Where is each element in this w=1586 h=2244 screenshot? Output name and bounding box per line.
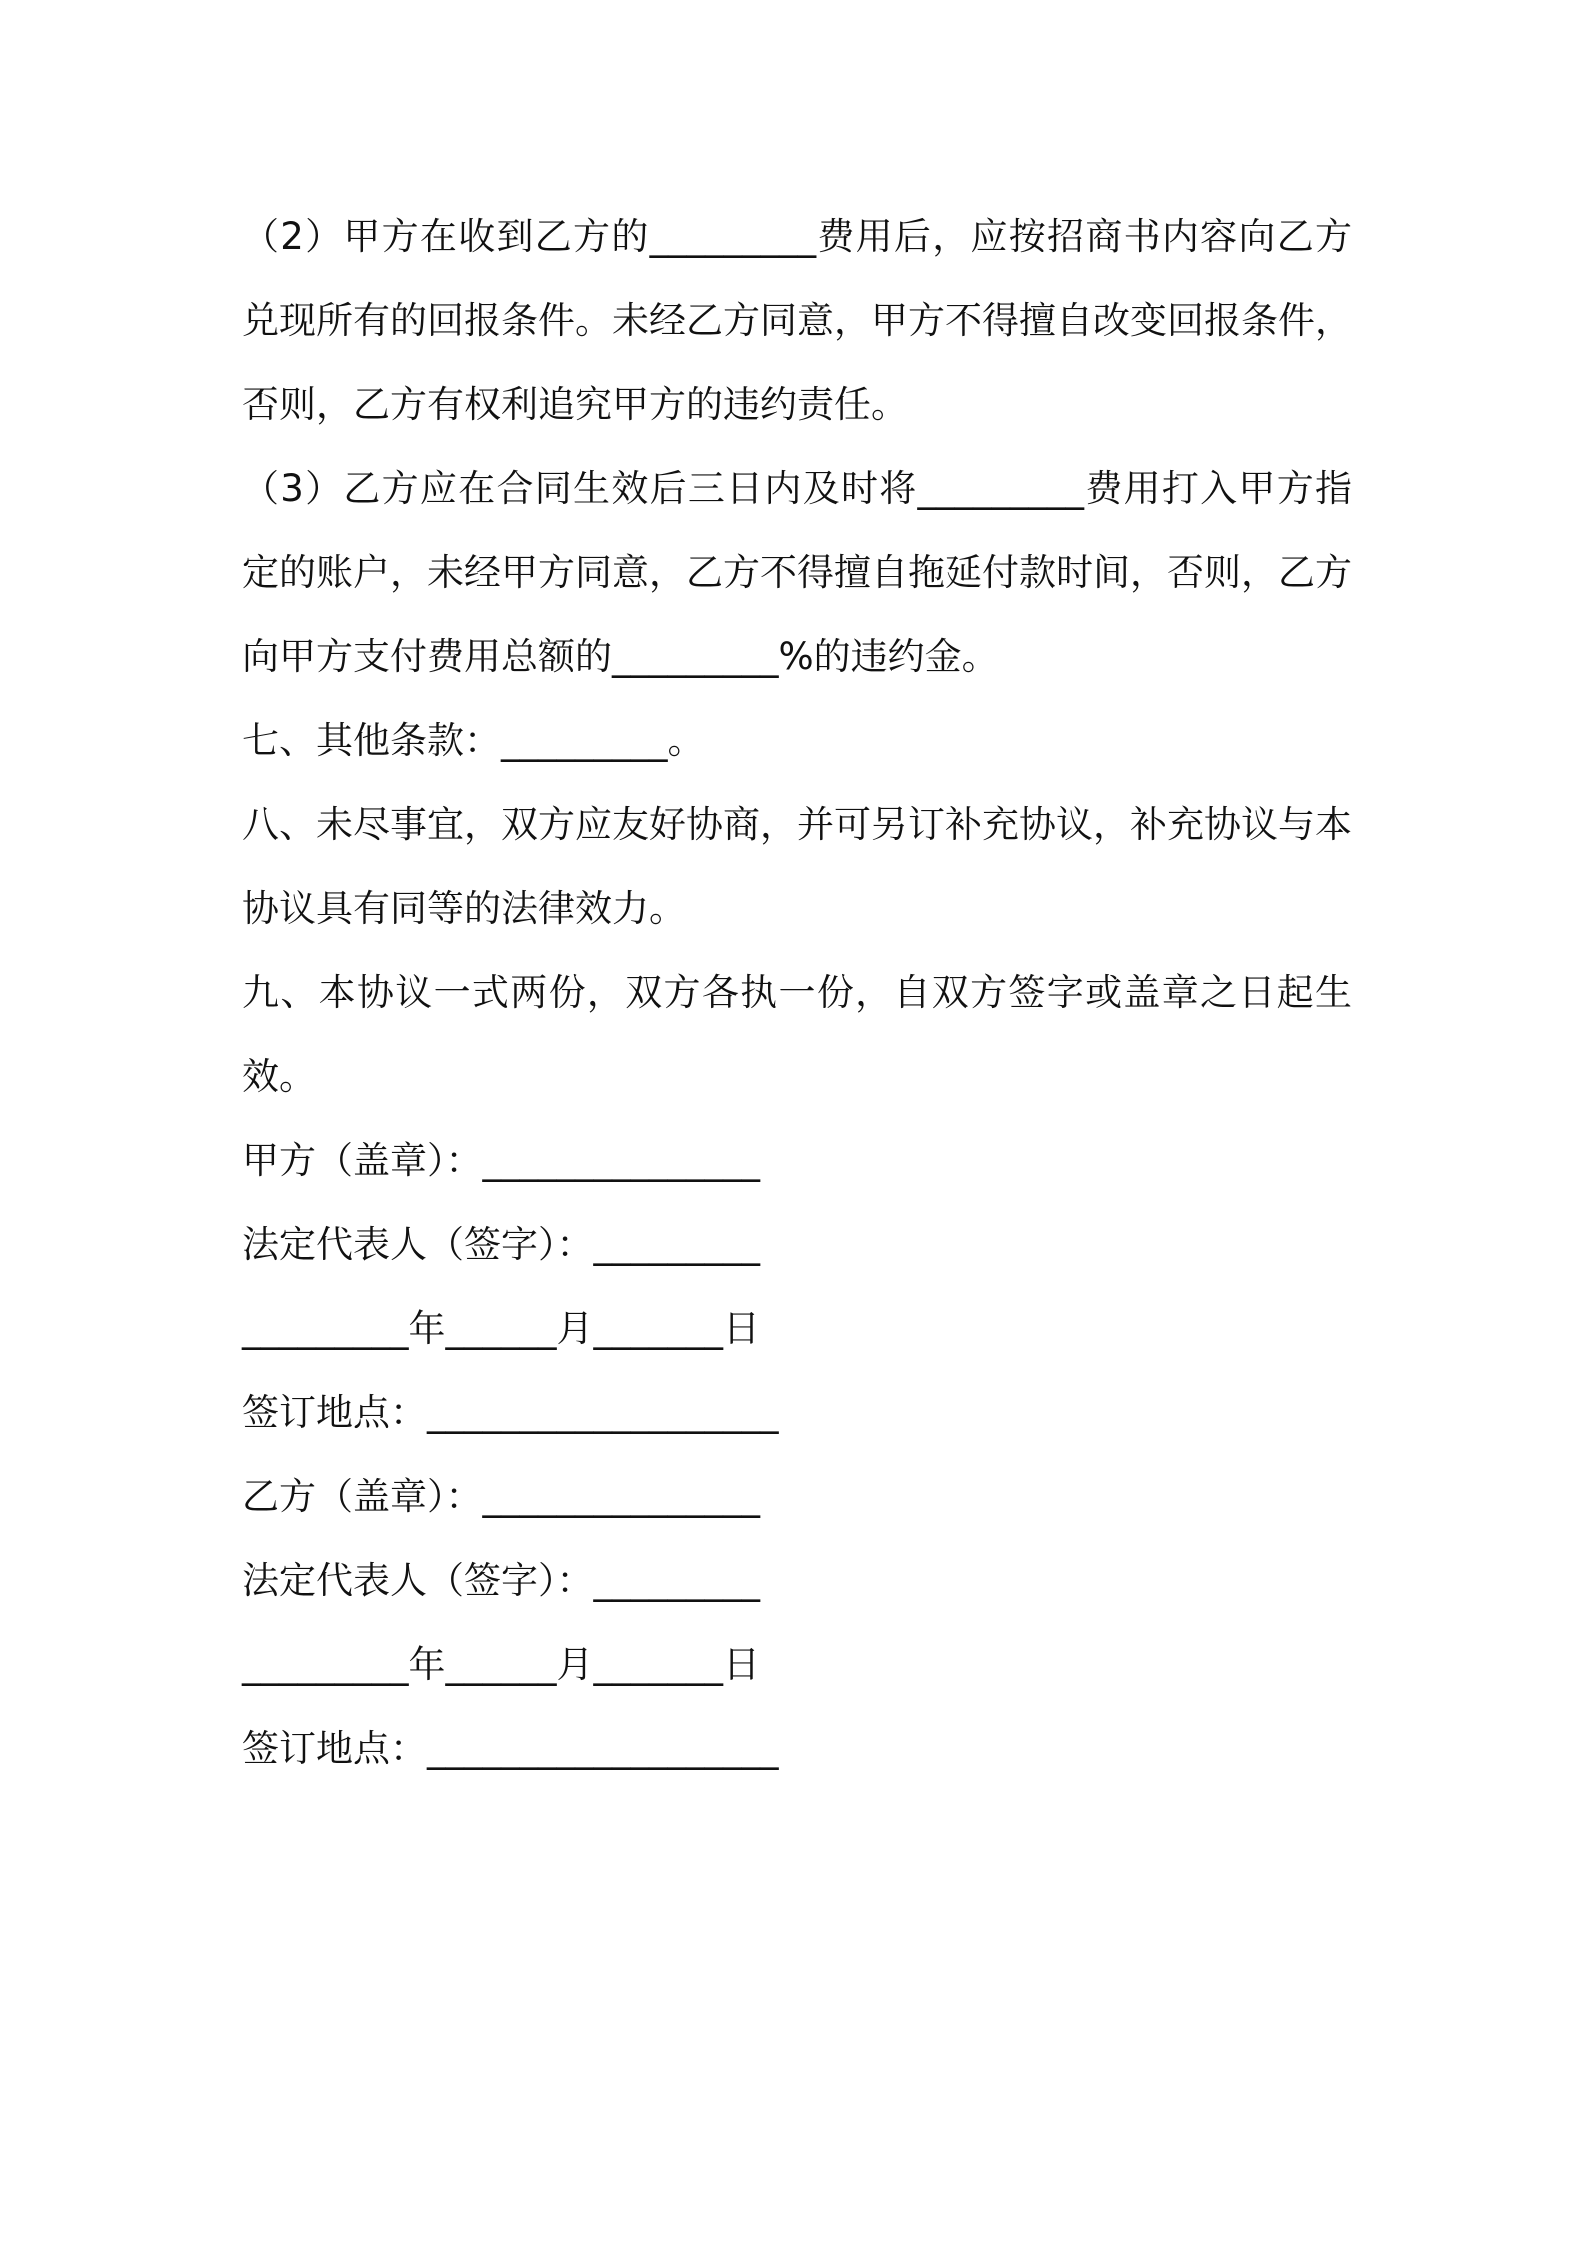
party-a-date-line: _________年______月_______日: [242, 1307, 760, 1350]
article-8-unresolved-matters: 八、未尽事宜，双方应友好协商，并可另订补充协议，补充协议与本协议具有同等的法律效力。: [242, 803, 1352, 930]
document-body: [242, 195, 1352, 1791]
party-b-place-line: 签订地点：___________________: [242, 1727, 779, 1770]
party-a-place-line: 签订地点：___________________: [242, 1391, 779, 1434]
party-b-seal-line: 乙方（盖章）：_______________: [242, 1475, 760, 1518]
clause-3: （3）乙方应在合同生效后三日内及时将_________费用打入甲方指定的账户，未经甲方同意，乙方不得擅自拖延付款时间，否则，乙方向甲方支付费用总额的_________%的违约金。: [242, 467, 1352, 678]
party-b-date-line: _________年______月_______日: [242, 1643, 760, 1686]
party-a-seal-line: 甲方（盖章）：_______________: [242, 1139, 760, 1182]
party-a-representative-line: 法定代表人（签字）：_________: [242, 1223, 760, 1266]
party-b-representative-line: 法定代表人（签字）：_________: [242, 1559, 760, 1602]
clause-2: （2）甲方在收到乙方的_________费用后，应按招商书内容向乙方兑现所有的回报条件。未经乙方同意，甲方不得擅自改变回报条件，否则，乙方有权利追究甲方的违约责任。: [242, 215, 1352, 426]
article-9-copies-effect: 九、本协议一式两份，双方各执一份，自双方签字或盖章之日起生效。: [242, 971, 1352, 1098]
article-7-other-terms: 七、其他条款：_________。: [242, 719, 705, 762]
